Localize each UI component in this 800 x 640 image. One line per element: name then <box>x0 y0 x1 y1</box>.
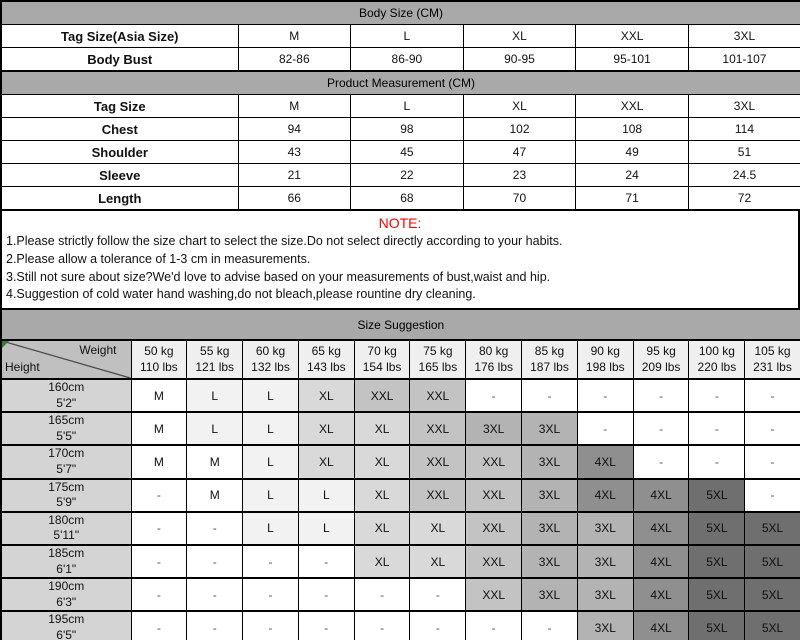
size-suggestion-cell: XL <box>354 545 410 578</box>
weight-lbs: 176 lbs <box>474 359 514 374</box>
value-cell: 102 <box>463 118 576 141</box>
size-suggestion-cell: M <box>187 479 243 512</box>
weight-kg: 105 kg <box>754 343 791 358</box>
weight-lbs: 121 lbs <box>195 359 235 374</box>
weight-lbs: 143 lbs <box>306 359 346 374</box>
matrix-row <box>1 512 800 545</box>
value-cell: 24.5 <box>688 164 800 187</box>
size-suggestion-cell: - <box>131 611 187 640</box>
size-suggestion-cell: - <box>689 412 745 445</box>
size-suggestion-cell: M <box>131 412 187 445</box>
weights-header-row <box>1 340 800 379</box>
size-suggestion-cell: - <box>689 445 745 478</box>
weight-lbs: 187 lbs <box>530 359 569 374</box>
size-suggestion-cell: XXL <box>410 412 466 445</box>
height-imperial: 6'1" <box>56 561 77 576</box>
size-suggestion-cell: XL <box>410 545 466 578</box>
weight-kg: 90 kg <box>590 343 620 358</box>
height-imperial: 5'9" <box>56 495 77 510</box>
value-cell: XL <box>463 95 576 118</box>
size-suggestion-cell: L <box>243 445 299 478</box>
height-label-cell <box>1 512 131 545</box>
size-suggestion-cell: XL <box>298 379 354 412</box>
value-cell: 82-86 <box>238 48 351 72</box>
size-suggestion-cell: 4XL <box>633 512 689 545</box>
height-label-cell <box>1 445 131 478</box>
product-measurement-title: Product Measurement (CM) <box>1 71 800 95</box>
size-suggestion-cell: - <box>298 578 354 611</box>
size-suggestion-cell: - <box>354 611 410 640</box>
size-suggestion-cell: M <box>187 445 243 478</box>
value-cell: XXL <box>576 95 689 118</box>
size-suggestion-cell: XXL <box>466 445 522 478</box>
weight-header-cell <box>522 340 578 379</box>
size-suggestion-cell: 3XL <box>522 445 578 478</box>
matrix-row <box>1 479 800 512</box>
size-suggestion-cell: XL <box>298 412 354 445</box>
weight-lbs: 154 lbs <box>362 359 402 374</box>
weight-header-cell <box>633 340 689 379</box>
size-suggestion-cell: - <box>633 379 689 412</box>
size-suggestion-cell: L <box>243 479 299 512</box>
product-measurement-table <box>0 70 800 211</box>
weight-axis-label: Weight <box>79 343 117 357</box>
size-suggestion-cell: L <box>243 379 299 412</box>
height-cm: 195cm <box>48 612 85 627</box>
size-suggestion-cell: XL <box>410 512 466 545</box>
height-cm: 190cm <box>48 579 85 594</box>
size-suggestion-cell: 5XL <box>689 578 745 611</box>
value-cell: 114 <box>688 118 800 141</box>
height-weight-corner-cell <box>1 340 131 379</box>
size-suggestion-cell: - <box>187 611 243 640</box>
size-suggestion-cell: L <box>187 412 243 445</box>
size-suggestion-cell: - <box>131 545 187 578</box>
size-suggestion-cell: - <box>131 578 187 611</box>
height-imperial: 5'5" <box>56 428 77 443</box>
weight-kg: 55 kg <box>200 343 230 358</box>
size-suggestion-cell: 3XL <box>577 611 633 640</box>
table-row <box>1 309 800 340</box>
row-label: Tag Size(Asia Size) <box>1 25 238 48</box>
size-suggestion-cell: 3XL <box>522 412 578 445</box>
height-label-cell <box>1 379 131 412</box>
weight-kg: 60 kg <box>255 343 286 358</box>
weight-kg: 75 kg <box>423 343 453 358</box>
height-label-cell <box>1 611 131 640</box>
size-suggestion-cell: 4XL <box>633 611 689 640</box>
size-suggestion-cell: 3XL <box>522 545 578 578</box>
note-line: 4.Suggestion of cold water hand washing,do not bleach,please rountine dry cleaning. <box>6 287 476 302</box>
value-cell: 47 <box>463 141 576 164</box>
height-imperial: 6'5" <box>56 627 77 640</box>
weight-header-cell <box>745 340 800 379</box>
value-cell: 51 <box>688 141 800 164</box>
table-row <box>1 25 800 48</box>
size-suggestion-cell: - <box>577 412 633 445</box>
size-suggestion-cell: L <box>298 512 354 545</box>
size-suggestion-cell: 5XL <box>745 545 800 578</box>
weight-header-cell <box>466 340 522 379</box>
size-suggestion-cell: XL <box>354 512 410 545</box>
size-suggestion-cell: - <box>522 611 578 640</box>
row-label: Sleeve <box>1 164 238 187</box>
note-line: 2.Please allow a tolerance of 1-3 cm in measurements. <box>6 251 311 266</box>
size-suggestion-cell: 3XL <box>577 512 633 545</box>
note-lines <box>6 233 794 304</box>
size-suggestion-cell: 3XL <box>466 412 522 445</box>
size-suggestion-title: Size Suggestion <box>1 309 800 340</box>
height-imperial: 5'7" <box>56 461 77 476</box>
size-suggestion-cell: 3XL <box>522 578 578 611</box>
size-suggestion-cell: 3XL <box>522 512 578 545</box>
size-suggestion-cell: - <box>243 611 299 640</box>
height-imperial: 6'3" <box>56 594 77 609</box>
size-suggestion-cell: - <box>243 545 299 578</box>
size-suggestion-cell: - <box>298 545 354 578</box>
height-cm: 175cm <box>48 479 85 494</box>
size-suggestion-cell: L <box>298 479 354 512</box>
height-label-cell <box>1 545 131 578</box>
height-imperial: 5'11" <box>53 528 80 543</box>
weight-kg: 65 kg <box>311 343 341 358</box>
value-cell: 95-101 <box>576 48 689 72</box>
value-cell: 23 <box>463 164 576 187</box>
size-suggestion-cell: XXL <box>466 545 522 578</box>
note-section <box>0 209 800 310</box>
size-suggestion-cell: 5XL <box>689 611 745 640</box>
size-suggestion-cell: - <box>745 445 800 478</box>
size-suggestion-cell: 5XL <box>745 512 800 545</box>
weight-header-cell <box>243 340 299 379</box>
matrix-row <box>1 578 800 611</box>
size-suggestion-cell: - <box>745 412 800 445</box>
value-cell: 98 <box>351 118 464 141</box>
size-suggestion-cell: 3XL <box>577 578 633 611</box>
value-cell: 66 <box>238 187 351 211</box>
weight-header-cell <box>689 340 745 379</box>
weight-kg: 50 kg <box>144 343 174 358</box>
table-row <box>1 118 800 141</box>
weight-lbs: 132 lbs <box>251 359 290 374</box>
weight-lbs: 220 lbs <box>697 359 737 374</box>
size-suggestion-cell: 4XL <box>577 479 633 512</box>
weight-header-cell <box>187 340 243 379</box>
body-size-title: Body Size (CM) <box>1 1 800 25</box>
size-suggestion-cell: 5XL <box>689 479 745 512</box>
size-suggestion-cell: - <box>522 379 578 412</box>
value-cell: XXL <box>576 25 689 48</box>
size-suggestion-cell: XXL <box>410 445 466 478</box>
value-cell: 86-90 <box>351 48 464 72</box>
size-suggestion-cell: - <box>131 479 187 512</box>
size-suggestion-table <box>0 308 800 640</box>
matrix-row <box>1 379 800 412</box>
value-cell: 3XL <box>688 25 800 48</box>
size-suggestion-cell: XL <box>354 445 410 478</box>
size-suggestion-cell: - <box>410 611 466 640</box>
size-suggestion-cell: - <box>745 479 800 512</box>
value-cell: 90-95 <box>463 48 576 72</box>
size-suggestion-cell: XXL <box>354 379 410 412</box>
value-cell: M <box>238 95 351 118</box>
weight-lbs: 165 lbs <box>418 359 458 374</box>
note-title: NOTE: <box>378 215 422 231</box>
table-row <box>1 187 800 211</box>
size-suggestion-cell: L <box>187 379 243 412</box>
size-suggestion-cell: 5XL <box>689 545 745 578</box>
weight-lbs: 198 lbs <box>585 359 625 374</box>
value-cell: 108 <box>576 118 689 141</box>
size-suggestion-cell: M <box>131 379 187 412</box>
size-suggestion-cell: - <box>466 379 522 412</box>
value-cell: 49 <box>576 141 689 164</box>
weight-header-cell <box>298 340 354 379</box>
size-suggestion-cell: XL <box>354 479 410 512</box>
table-row <box>1 164 800 187</box>
matrix-row <box>1 412 800 445</box>
size-suggestion-cell: - <box>577 379 633 412</box>
size-suggestion-cell: 3XL <box>522 479 578 512</box>
size-suggestion-cell: XXL <box>466 578 522 611</box>
size-suggestion-cell: XXL <box>466 479 522 512</box>
matrix-row <box>1 545 800 578</box>
row-label: Shoulder <box>1 141 238 164</box>
table-row <box>1 71 800 95</box>
size-suggestion-cell: - <box>689 379 745 412</box>
size-suggestion-cell: 5XL <box>745 611 800 640</box>
body-size-table <box>0 0 800 72</box>
height-axis-label: Height <box>5 360 40 375</box>
matrix-row <box>1 445 800 478</box>
size-suggestion-cell: 4XL <box>633 578 689 611</box>
note-line: 3.Still not sure about size?We'd love to advise based on your measurements of bust,waist and hip. <box>6 269 551 284</box>
weight-lbs: 231 lbs <box>753 359 792 374</box>
size-suggestion-cell: 5XL <box>745 578 800 611</box>
weight-header-cell <box>577 340 633 379</box>
height-label-cell <box>1 578 131 611</box>
weight-header-cell <box>354 340 410 379</box>
height-cm: 185cm <box>48 545 85 560</box>
size-suggestion-cell: - <box>187 578 243 611</box>
weight-header-cell <box>410 340 466 379</box>
size-suggestion-cell: - <box>131 512 187 545</box>
value-cell: 68 <box>351 187 464 211</box>
value-cell: 71 <box>576 187 689 211</box>
height-cm: 165cm <box>48 413 85 428</box>
table-row <box>1 48 800 72</box>
size-suggestion-cell: - <box>298 611 354 640</box>
table-row <box>1 95 800 118</box>
weight-kg: 80 kg <box>479 343 509 358</box>
size-suggestion-cell: L <box>243 412 299 445</box>
value-cell: 101-107 <box>688 48 800 72</box>
weight-lbs: 110 lbs <box>139 359 178 374</box>
weight-lbs: 209 lbs <box>641 359 681 374</box>
value-cell: 3XL <box>688 95 800 118</box>
size-suggestion-cell: - <box>745 379 800 412</box>
size-suggestion-cell: XXL <box>410 479 466 512</box>
size-suggestion-cell: XL <box>298 445 354 478</box>
weight-kg: 95 kg <box>646 343 676 358</box>
height-label-cell <box>1 412 131 445</box>
size-suggestion-cell: XXL <box>466 512 522 545</box>
size-suggestion-cell: - <box>410 578 466 611</box>
weight-kg: 85 kg <box>534 343 565 358</box>
size-suggestion-cell: - <box>187 512 243 545</box>
row-label: Length <box>1 187 238 211</box>
height-cm: 170cm <box>48 446 85 461</box>
size-suggestion-cell: 3XL <box>577 545 633 578</box>
value-cell: L <box>351 95 464 118</box>
size-suggestion-cell: M <box>131 445 187 478</box>
value-cell: 21 <box>238 164 351 187</box>
row-label: Tag Size <box>1 95 238 118</box>
size-suggestion-cell: - <box>633 412 689 445</box>
weight-header-cell <box>131 340 187 379</box>
height-imperial: 5'2" <box>56 395 77 410</box>
size-suggestion-cell: XXL <box>410 379 466 412</box>
size-suggestion-cell: XL <box>354 412 410 445</box>
weight-kg: 70 kg <box>367 343 397 358</box>
value-cell: 72 <box>688 187 800 211</box>
size-suggestion-cell: 4XL <box>633 479 689 512</box>
table-row <box>1 1 800 25</box>
value-cell: 94 <box>238 118 351 141</box>
size-suggestion-cell: - <box>466 611 522 640</box>
row-label: Chest <box>1 118 238 141</box>
size-suggestion-cell: - <box>354 578 410 611</box>
row-label: Body Bust <box>1 48 238 72</box>
size-suggestion-cell: - <box>243 578 299 611</box>
value-cell: M <box>238 25 351 48</box>
matrix-row <box>1 611 800 640</box>
height-cm: 180cm <box>48 512 85 527</box>
size-suggestion-cell: 4XL <box>577 445 633 478</box>
value-cell: 70 <box>463 187 576 211</box>
value-cell: 45 <box>351 141 464 164</box>
weight-kg: 100 kg <box>698 343 735 358</box>
value-cell: 43 <box>238 141 351 164</box>
value-cell: L <box>351 25 464 48</box>
size-suggestion-cell: L <box>243 512 299 545</box>
size-suggestion-cell: 5XL <box>689 512 745 545</box>
size-suggestion-cell: - <box>187 545 243 578</box>
note-line: 1.Please strictly follow the size chart to select the size.Do not select directly according to your habits. <box>6 234 563 248</box>
size-suggestion-cell: 4XL <box>633 545 689 578</box>
height-label-cell <box>1 479 131 512</box>
corner-marker <box>2 341 9 348</box>
value-cell: XL <box>463 25 576 48</box>
value-cell: 24 <box>576 164 689 187</box>
table-row <box>1 141 800 164</box>
size-suggestion-cell: - <box>633 445 689 478</box>
height-cm: 160cm <box>48 380 85 394</box>
value-cell: 22 <box>351 164 464 187</box>
